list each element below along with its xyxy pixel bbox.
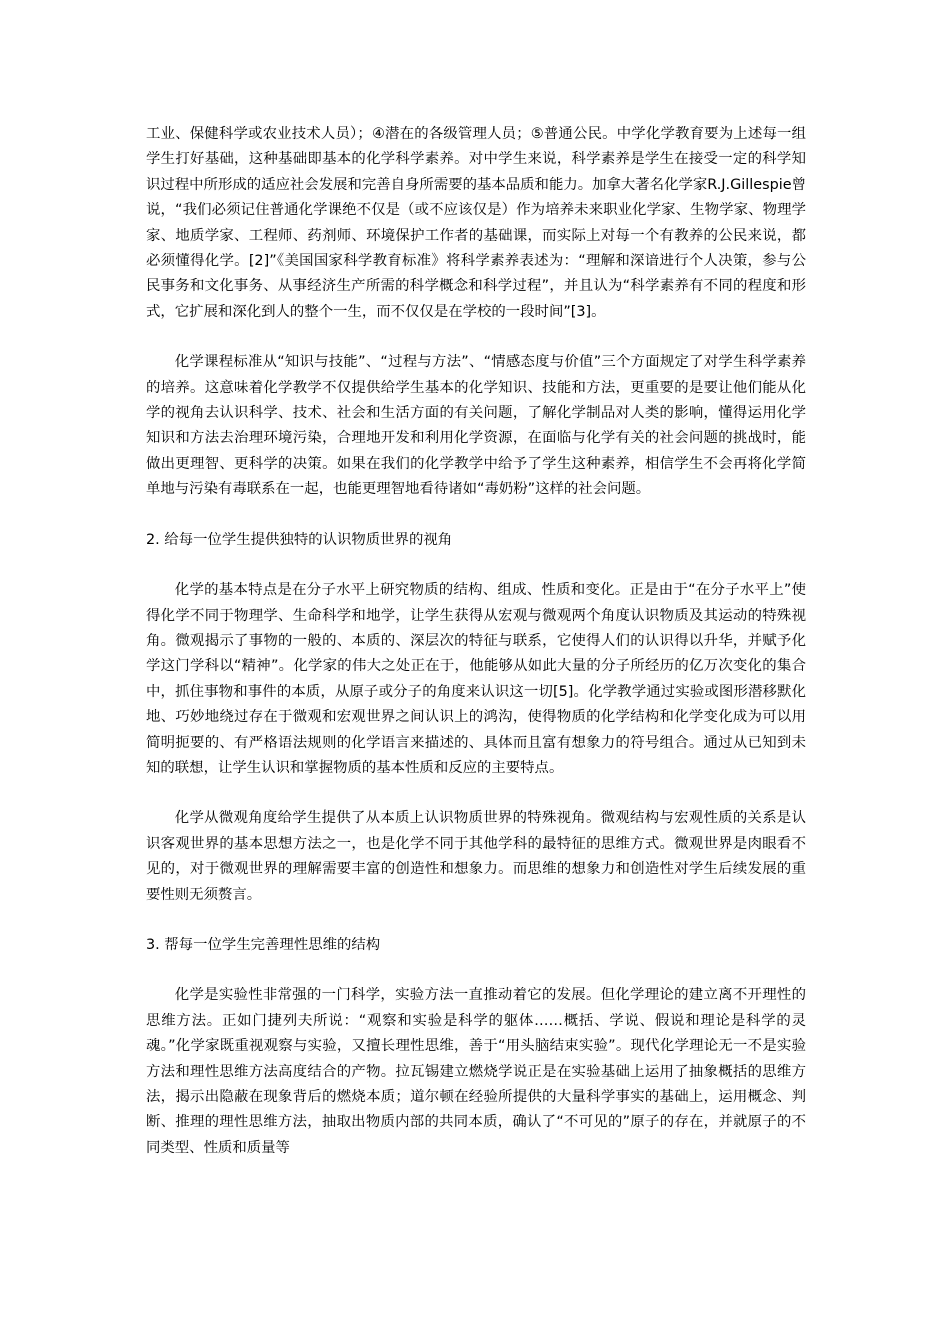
paragraph-4: 化学从微观角度给学生提供了从本质上认识物质世界的特殊视角。微观结构与宏观性质的关系是认识客观世界的基本思想方法之一，也是化学不同于其他学科的最特征的思维方式。微观世界是肉眼看不见的，对于微观世界的理解需要丰富的创造性和想象力。而思维的想象力和创造性对学生后续发展的重要性则无须赘言。	[146, 810, 806, 903]
paragraph-gap	[146, 781, 806, 806]
paragraph-1: 工业、保健科学或农业技术人员）；④潜在的各级管理人员；⑤普通公民。中学化学教育要为上述每一组学生打好基础，这种基础即基本的化学科学素养。对中学生来说，科学素养是学生在接受一定的科学知识过程中所形成的适应社会发展和完善自身所需要的基本品质和能力。加拿大著名化学家R.J.Gillespie曾说，“我们必须记住普通化学课绝不仅是（或不应该仅是）作为培养未来职业化学家、生物学家、物理学家、地质学家、工程师、药剂师、环境保护工作者的基础课，而实际上对每一个有教养的公民来说，都必须懂得化学。[2]”《美国国家科学教育标准》将科学素养表述为：“理解和深谙进行个人决策，参与公民事务和文化事务、从事经济生产所需的科学概念和科学过程”，并且认为“科学素养有不同的程度和形式，它扩展和深化到人的整个一生，而不仅仅是在学校的一段时间”[3]。	[146, 126, 806, 320]
paragraph-gap	[146, 503, 806, 528]
paragraph-5: 化学是实验性非常强的一门科学，实验方法一直推动着它的发展。但化学理论的建立离不开理性的思维方法。正如门捷列夫所说：“观察和实验是科学的躯体……概括、学说、假说和理论是科学的灵魂。”化学家既重视观察与实验，又擅长理性思维，善于“用头脑结束实验”。现代化学理论无一不是实验方法和理性思维方法高度结合的产物。拉瓦锡建立燃烧学说正是在实验基础上运用了抽象概括的思维方法，揭示出隐蔽在现象背后的燃烧本质；道尔顿在经验所提供的大量科学事实的基础上，运用概念、判断、推理的理性思维方法，抽取出物质内部的共同本质，确认了“不可见的”原子的存在，并就原子的不同类型、性质和质量等	[146, 987, 806, 1156]
paragraph-3: 化学的基本特点是在分子水平上研究物质的结构、组成、性质和变化。正是由于“在分子水平上”使得化学不同于物理学、生命科学和地学，让学生获得从宏观与微观两个角度认识物质及其运动的特殊视角。微观揭示了事物的一般的、本质的、深层次的特征与联系，它使得人们的认识得以升华，并赋予化学这门学科以“精神”。化学家的伟大之处正在于，他能够从如此大量的分子所经历的亿万次变化的集合中，抓住事物和事件的本质，从原子或分子的角度来认识这一切[5]。化学教学通过实验或图形潜移默化地、巧妙地绕过存在于微观和宏观世界之间认识上的鸿沟，使得物质的化学结构和化学变化成为可以用简明扼要的、有严格语法规则的化学语言来描述的、具体而且富有想象力的符号组合。通过从已知到未知的联想，让学生认识和掌握物质的基本性质和反应的主要特点。	[146, 582, 806, 776]
paragraph-gap	[146, 325, 806, 350]
paragraph-gap	[146, 908, 806, 933]
paragraph-gap	[146, 553, 806, 578]
paragraph-2: 化学课程标准从“知识与技能”、“过程与方法”、“情感态度与价值”三个方面规定了对学生科学素养的培养。这意味着化学教学不仅提供给学生基本的化学知识、技能和方法，更重要的是要让他们能从化学的视角去认识科学、技术、社会和生活方面的有关问题，了解化学制品对人类的影响，懂得运用化学知识和方法去治理环境污染，合理地开发和利用化学资源，在面临与化学有关的社会问题的挑战时，能做出更理智、更科学的决策。如果在我们的化学教学中给予了学生这种素养，相信学生不会再将化学简单地与污染有毒联系在一起，也能更理智地看待诸如“毒奶粉”这样的社会问题。	[146, 354, 806, 498]
paragraph-gap	[146, 958, 806, 983]
section-heading-2: 2. 给每一位学生提供独特的认识物质世界的视角	[146, 531, 453, 548]
document-page	[146, 122, 806, 1161]
section-heading-3: 3. 帮每一位学生完善理性思维的结构	[146, 936, 381, 953]
